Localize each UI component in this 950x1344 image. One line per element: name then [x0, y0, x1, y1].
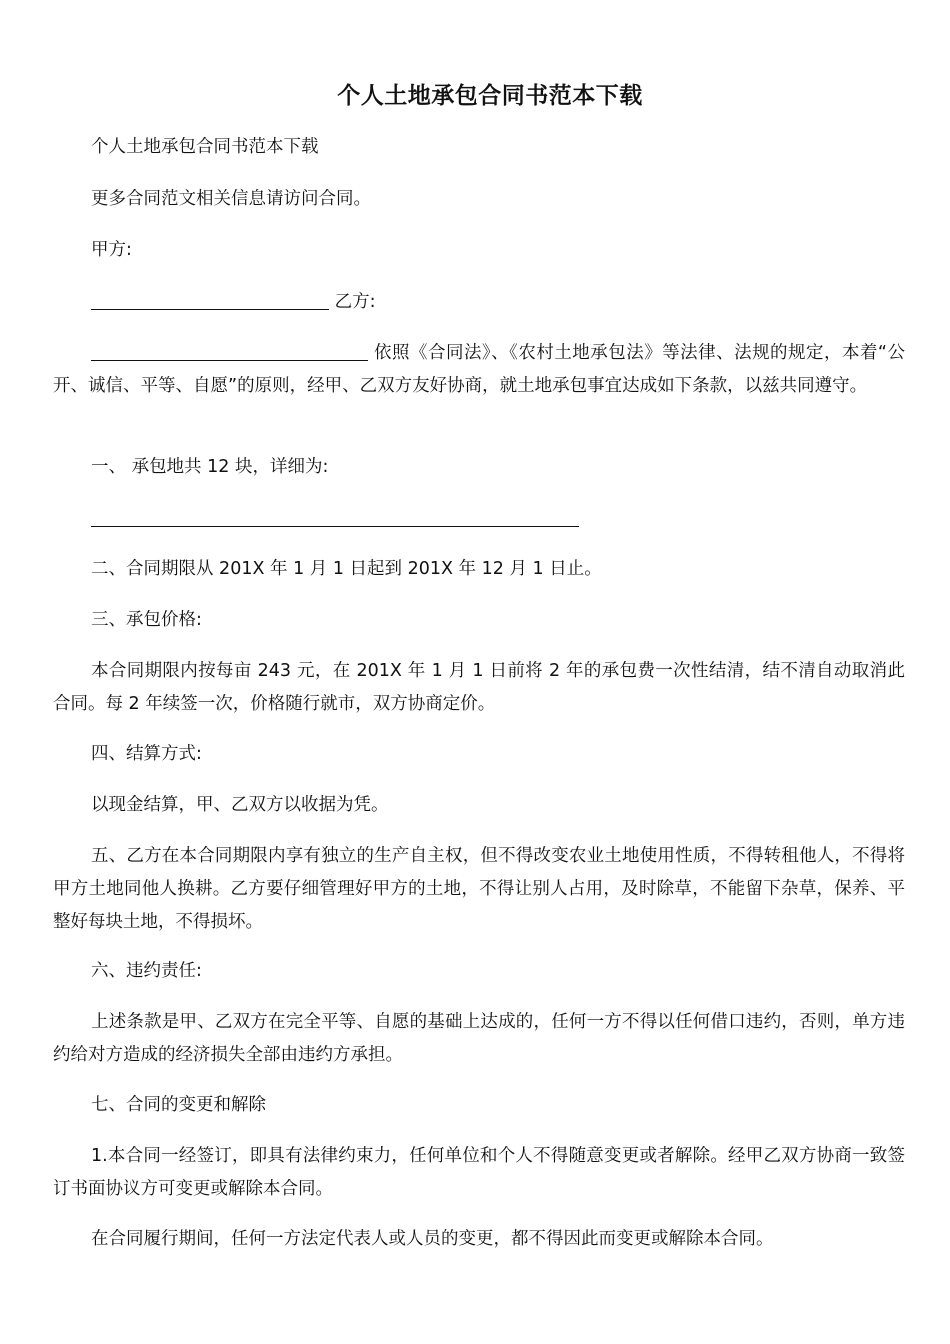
clause-5: 五、乙方在本合同期限内享有独立的生产自主权，但不得改变农业土地使用性质，不得转租他人，不得将甲方土地同他人换耕。乙方要仔细管理好甲方的土地，不得让别人占用，及时除草，不能留下杂草，保养、平整好每块土地，不得损坏。 [53, 846, 905, 932]
party-a-blank [91, 289, 329, 310]
clause-6-heading: 六、违约责任: [91, 961, 202, 981]
clause-6-body: 上述条款是甲、乙双方在完全平等、自愿的基础上达成的，任何一方不得以任何借口违约，否则，单方违约给对方造成的经济损失全部由违约方承担。 [53, 1012, 905, 1065]
party-a-line [53, 286, 905, 319]
clause-2: 二、合同期限从 201X 年 1 月 1 日起到 201X 年 12 月 1 日止。 [91, 559, 602, 579]
document-title: 个人土地承包合同书范本下载 [337, 83, 643, 109]
more-info-line: 更多合同范文相关信息请访问合同。 [91, 189, 371, 209]
party-b-blank [91, 340, 368, 361]
clause-7-heading: 七、合同的变更和解除 [91, 1095, 266, 1115]
party-a-label: 甲方: [91, 240, 132, 260]
plot-details-blank [91, 506, 579, 527]
clause-7-item-2: 在合同履行期间，任何一方法定代表人或人员的变更，都不得因此而变更或解除本合同。 [91, 1229, 774, 1249]
subtitle-line: 个人土地承包合同书范本下载 [91, 137, 319, 157]
intro-paragraph [53, 337, 905, 403]
intro-text: 依照《合同法》、《农村土地承包法》等法律、法规的规定，本着“公开、诚信、平等、自愿”的原则，经甲、乙双方友好协商，就土地承包事宜达成如下条款，以兹共同遵守。 [53, 343, 905, 396]
party-b-label: 乙方: [334, 292, 376, 312]
clause-3-body: 本合同期限内按每亩 243 元，在 201X 年 1 月 1 日前将 2 年的承包费一次性结清，结不清自动取消此合同。每 2 年续签一次，价格随行就市，双方协商定价。 [53, 661, 905, 714]
clause-3-heading: 三、承包价格: [91, 610, 202, 630]
clause-1: 一、 承包地共 12 块，详细为: [91, 457, 329, 477]
plot-details-line [53, 503, 905, 536]
clause-4-heading: 四、结算方式: [91, 744, 202, 764]
clause-7-item-1: 1.本合同一经签订，即具有法律约束力，任何单位和个人不得随意变更或者解除。经甲乙双方协商一致签订书面协议方可变更或解除本合同。 [53, 1146, 905, 1199]
clause-4-body: 以现金结算，甲、乙双方以收据为凭。 [91, 795, 389, 815]
